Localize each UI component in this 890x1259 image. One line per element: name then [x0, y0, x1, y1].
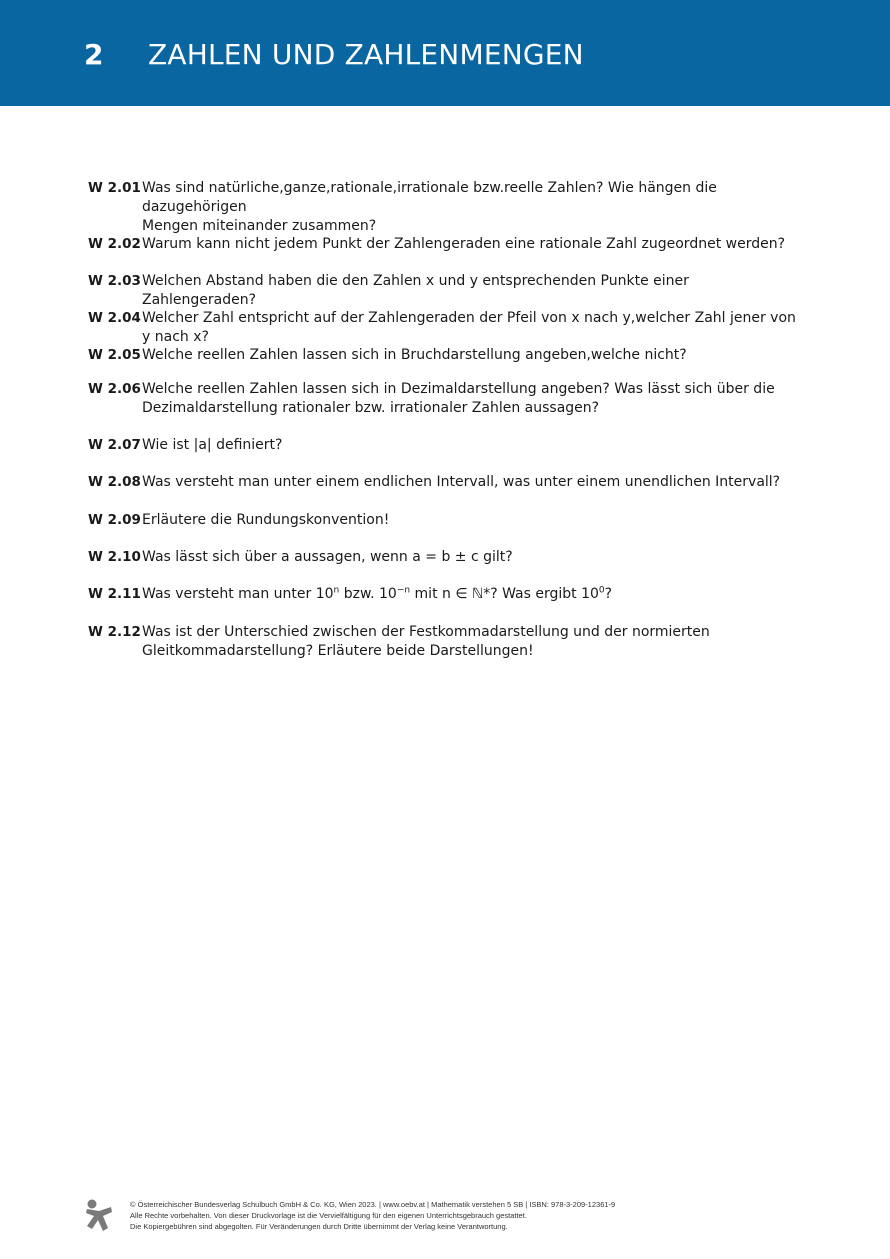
question-line: Was lässt sich über a aussagen, wenn a = b ± c gilt?	[142, 549, 513, 565]
question-line: Welchen Abstand haben die den Zahlen x und y entsprechenden Punkte einer Zahlengeraden?	[142, 273, 689, 308]
question-text	[142, 235, 806, 254]
question-line: Was ist der Unterschied zwischen der Festkommadarstellung und der normierten	[142, 624, 710, 640]
copyright-line: © Österreichischer Bundesverlag Schulbuch GmbH & Co. KG, Wien 2023. | www.oebv.at | Mathematik verstehen 5 SB | ISBN: 978-3-209-12361-9	[130, 1200, 616, 1209]
question-line: Was versteht man unter einem endlichen Intervall, was unter einem unendlichen Intervall?	[142, 474, 781, 490]
text-fragment: Was versteht man unter 10	[142, 586, 334, 602]
question-number: W 2.03	[88, 273, 141, 289]
question-number: W 2.09	[88, 512, 141, 528]
question-line: Dezimaldarstellung rationaler bzw. irrationaler Zahlen aussagen?	[142, 400, 600, 416]
question-number: W 2.12	[88, 624, 141, 640]
question-number: W 2.11	[88, 586, 141, 602]
question-line: Welcher Zahl entspricht auf der Zahlengeraden der Pfeil von x nach y,welcher Zahl jener von y nach x?	[142, 310, 796, 345]
question-text	[142, 380, 806, 418]
question-number: W 2.01	[88, 180, 141, 196]
question-text	[142, 548, 806, 567]
exponent: −n	[396, 585, 411, 596]
question-text	[142, 272, 806, 310]
question-line: Gleitkommadarstellung? Erläutere beide Darstellungen!	[142, 643, 534, 659]
question-line: Was sind natürliche,ganze,rationale,irrationale bzw.reelle Zahlen? Wie hängen die dazugehörigen	[142, 180, 717, 215]
question-line	[142, 585, 806, 604]
question-text	[142, 511, 806, 530]
publisher-logo-icon	[84, 1198, 114, 1232]
chapter-number: 2	[84, 38, 104, 71]
text-fragment: mit n ∈ ℕ*? Was ergibt 10	[410, 586, 599, 602]
question-line: Erläutere die Rundungskonvention!	[142, 512, 390, 528]
question-text	[142, 179, 806, 236]
question-number: W 2.05	[88, 347, 141, 363]
copyright-line: Alle Rechte vorbehalten. Von dieser Druckvorlage ist die Vervielfältigung für den eigenen Unterrichtsgebrauch gestattet.	[130, 1211, 527, 1220]
chapter-header	[0, 0, 890, 106]
question-line: Welche reellen Zahlen lassen sich in Bruchdarstellung angeben,welche nicht?	[142, 347, 687, 363]
copyright-line: Die Kopiergebühren sind abgegolten. Für Veränderungen durch Dritte übernimmt der Verlag keine Verantwortung.	[130, 1222, 508, 1231]
chapter-title: ZAHLEN UND ZAHLENMENGEN	[148, 38, 584, 71]
copyright-notice	[130, 1199, 850, 1232]
question-text	[142, 346, 806, 365]
question-line: Warum kann nicht jedem Punkt der Zahlengeraden eine rationale Zahl zugeordnet werden?	[142, 236, 786, 252]
question-number: W 2.10	[88, 549, 141, 565]
question-text	[142, 623, 806, 661]
question-number: W 2.04	[88, 310, 141, 326]
exponent: n	[333, 585, 340, 596]
question-number: W 2.07	[88, 437, 141, 453]
question-text	[142, 309, 806, 347]
question-number: W 2.08	[88, 474, 141, 490]
question-text	[142, 585, 806, 604]
question-line: Mengen miteinander zusammen?	[142, 218, 377, 234]
text-fragment: ?	[604, 586, 613, 602]
text-fragment: bzw. 10	[339, 586, 397, 602]
question-text	[142, 473, 806, 492]
question-text	[142, 436, 806, 455]
question-number: W 2.06	[88, 381, 141, 397]
question-number: W 2.02	[88, 236, 141, 252]
exponent: 0	[598, 585, 605, 596]
question-line: Wie ist |a| definiert?	[142, 437, 283, 453]
question-line: Welche reellen Zahlen lassen sich in Dezimaldarstellung angeben? Was lässt sich über die	[142, 381, 775, 397]
